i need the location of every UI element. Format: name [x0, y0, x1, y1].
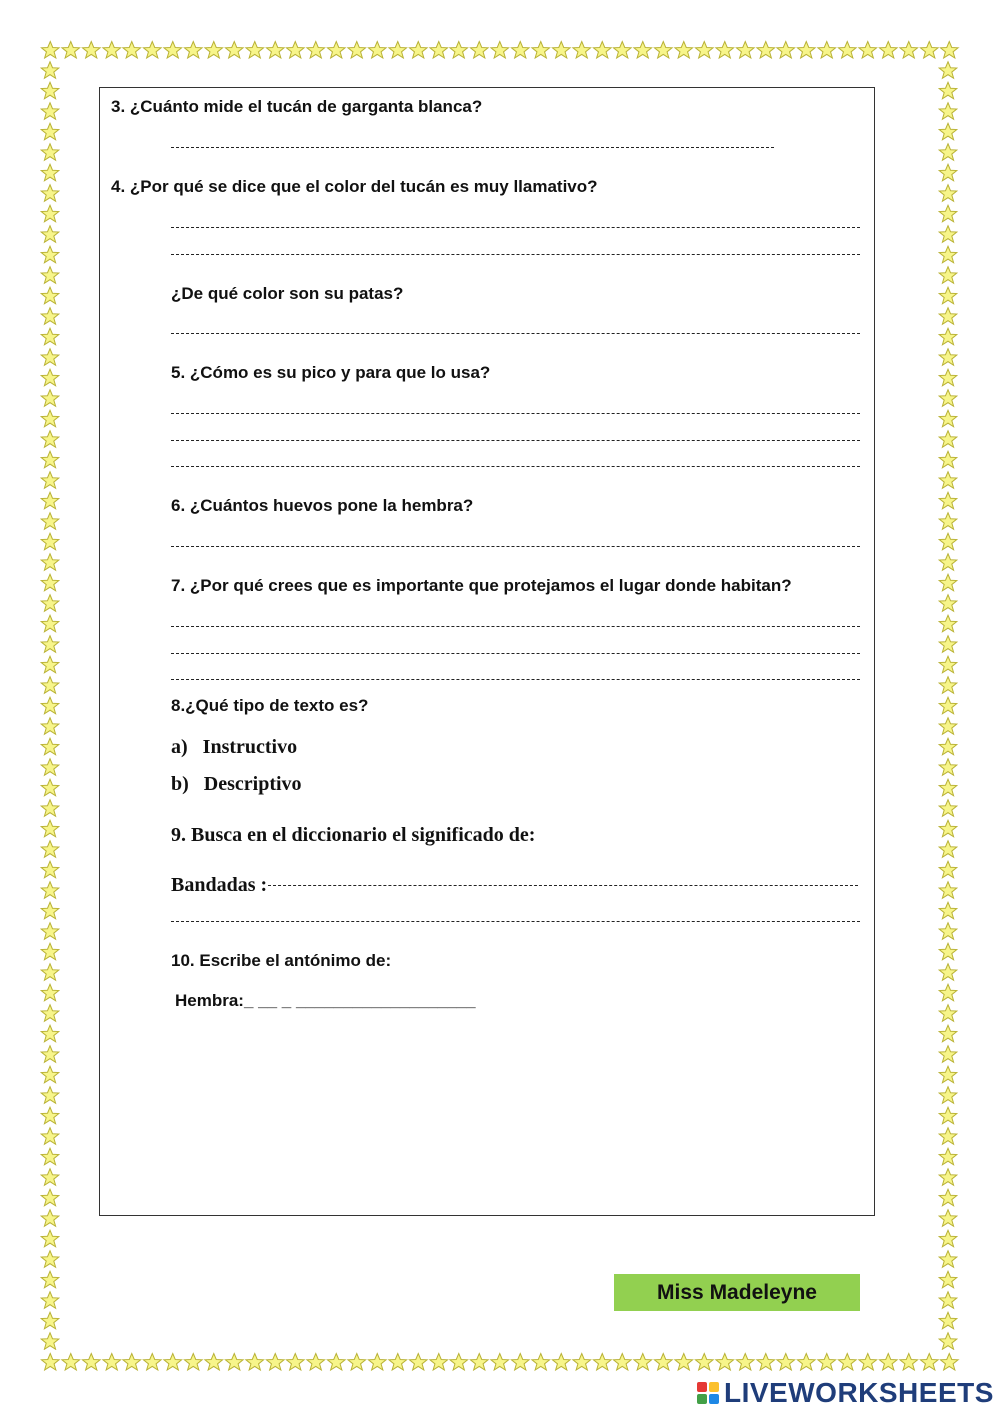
logo-icon — [697, 1382, 719, 1404]
question-6: 6. ¿Cuántos huevos pone la hembra? — [171, 496, 474, 515]
answer-line-6[interactable] — [171, 546, 860, 547]
logo-square-red — [697, 1382, 707, 1392]
question-9: 9. Busca en el diccionario el significado de: — [171, 824, 536, 846]
worksheet-box — [99, 87, 875, 1216]
logo-text: LIVEWORKSHEETS — [724, 1377, 994, 1408]
answer-line-3[interactable] — [171, 147, 774, 148]
answer-line-4a[interactable] — [171, 227, 860, 228]
option-a[interactable]: a) Instructivo — [171, 736, 298, 758]
answer-line-5a[interactable] — [171, 413, 860, 414]
answer-line-7c[interactable] — [171, 679, 860, 680]
liveworksheets-logo — [697, 1378, 994, 1408]
signature-text: Miss Madeleyne — [657, 1280, 817, 1304]
answer-line-4c[interactable] — [171, 333, 860, 334]
answer-line-5b[interactable] — [171, 440, 860, 441]
star-border-bottom — [40, 1352, 960, 1372]
answer-line-7b[interactable] — [171, 653, 860, 654]
star-border-right — [938, 60, 958, 1350]
star-border-left — [40, 60, 60, 1350]
word-bandadas: Bandadas : — [171, 874, 268, 896]
logo-square-blue — [709, 1394, 719, 1404]
question-7: 7. ¿Por qué crees que es importante que protejamos el lugar donde habitan? — [171, 576, 792, 595]
answer-line-7a[interactable] — [171, 626, 860, 627]
question-5: 5. ¿Cómo es su pico y para que lo usa? — [171, 363, 491, 382]
option-b[interactable]: b) Descriptivo — [171, 773, 302, 795]
answer-line-5c[interactable] — [171, 466, 860, 467]
logo-square-yellow — [709, 1382, 719, 1392]
word-hembra[interactable]: Hembra:_ __ _ ___________________ — [175, 991, 476, 1010]
question-10: 10. Escribe el antónimo de: — [171, 951, 392, 970]
answer-line-9a[interactable] — [268, 885, 858, 886]
answer-line-9b[interactable] — [171, 921, 860, 922]
star-border-top — [40, 40, 960, 60]
question-8: 8.¿Qué tipo de texto es? — [171, 696, 369, 715]
answer-line-4b[interactable] — [171, 254, 860, 255]
teacher-signature — [614, 1274, 860, 1311]
logo-square-green — [697, 1394, 707, 1404]
question-4-patas: ¿De qué color son su patas? — [171, 284, 404, 303]
question-3: 3. ¿Cuánto mide el tucán de garganta blanca? — [111, 97, 483, 116]
question-4: 4. ¿Por qué se dice que el color del tucán es muy llamativo? — [111, 177, 598, 196]
